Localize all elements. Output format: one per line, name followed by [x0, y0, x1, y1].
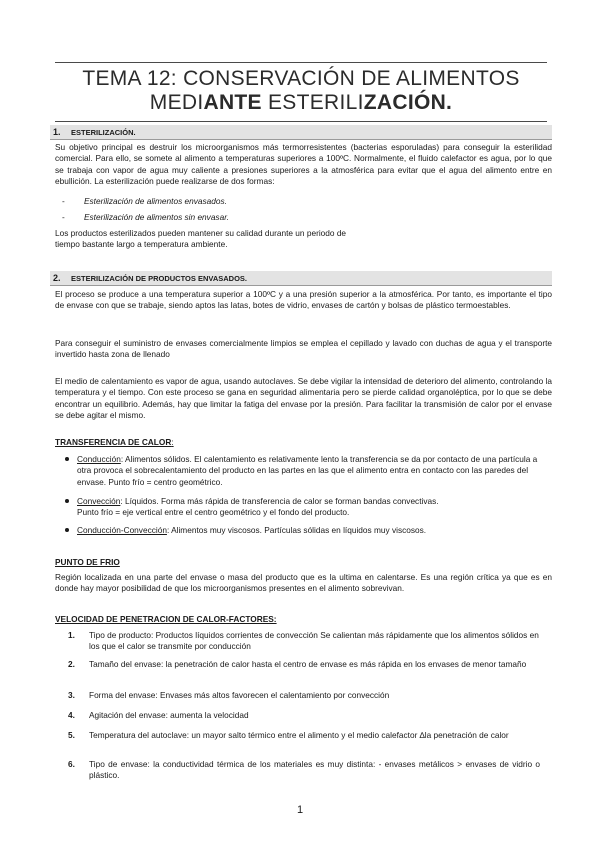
bullet-icon — [65, 528, 69, 532]
list-item: 5. Temperatura del autoclave: un mayor salto térmico entre el alimento y el medio calefactor ∆la penetración de calor — [68, 730, 509, 740]
paragraph-heating-medium: El medio de calentamiento es vapor de agua, usando autoclaves. Se debe vigilar la intensidad de deterioro del alimento, controlando la temperatura y el tiempo. Con este proceso se gana en seguridad alimentaria pero se pierde calidad organoléptica, por lo que se debe encontrar un equilibrio. Además, hay que limitar la fatiga del envase por la presión. Para facilitar la transmisión de calor por el envase se debe agitar el mismo. — [55, 376, 552, 421]
paragraph-sterilization-intro: Su objetivo principal es destruir los microorganismos más termorresistentes (bacterias esporuladas) para conseguir la esterilidad comercial. Para ello, se somete al alimento a temperaturas superiores a 100ºC. Normalmente, el fluido calefactor es agua, por lo que se trabaja con vapor de agua muy caliente a presiones superiores a la atmosférica para evitar que el agua del alimento entre en ebullición. La esterilización puede realizarse de dos formas: — [55, 142, 552, 187]
section-heading-1: 1. ESTERILIZACIÓN. — [50, 125, 552, 140]
heading-heat-transfer: TRANSFERENCIA DE CALOR: — [55, 437, 174, 447]
list-item: Convección: Líquidos. Forma más rápida de transferencia de calor se forman bandas convectivas. Punto frío = eje vertical entre el centro geométrico y el fondo del producto. — [77, 496, 539, 519]
section-heading-2: 2. ESTERILIZACIÓN DE PRODUCTOS ENVASADOS. — [50, 271, 552, 286]
list-item: 6. Tipo de envase: la conductividad térmica de los materiales es muy distinta: - envases metálicos > envases de vidrio o plástico. — [68, 759, 540, 781]
paragraph-process: El proceso se produce a una temperatura superior a 100ºC y a una presión superior a la atmosférica. Por tanto, es importante el tipo de envase con que se trabaje, siendo aptos las latas, botes de vidrio, envases de cartón y bolsas de plástico termoestables. — [55, 289, 552, 311]
list-item: Conducción: Alimentos sólidos. El calentamiento es relativamente lento la transferencia se da por contacto de una partícula a otra provoca el sobrecalentamiento del producto en las partes en las que el alimento entra en contacto con las paredes del envase. Punto frío = centro geométrico. — [77, 454, 539, 488]
heading-heat-penetration: VELOCIDAD DE PENETRACION DE CALOR-FACTORES: — [55, 614, 277, 624]
heading-cold-point: PUNTO DE FRIO — [55, 557, 120, 567]
list-item: 1. Tipo de producto: Productos líquidos corrientes de convección Se calientan más rápidamente que los alimentos sólidos en los que el calor se transmite por conducción — [68, 630, 539, 652]
list-item: 2. Tamaño del envase: la penetración de calor hasta el centro de envase es más rápida en los envases de menor tamaño — [68, 659, 527, 669]
title-line-2: MEDIANTE ESTERILIZACIÓN. — [149, 91, 453, 114]
page-number: 1 — [296, 804, 304, 816]
bullet-icon — [65, 499, 69, 503]
paragraph-cold-point: Región localizada en una parte del envase o masa del producto que es la ultima en calentarse. Es una región crítica ya que es en donde hay mayor posibilidad de que los microorganismos presentes en el alimento sobrevivan. — [55, 572, 552, 594]
list-item: Conducción-Convección: Alimentos muy viscosos. Partículas sólidas en líquidos muy viscosos. — [77, 525, 539, 536]
list-item: 4. Agitación del envase: aumenta la velocidad — [68, 710, 249, 720]
paragraph-shelf-life: Los productos esterilizados pueden mantener su calidad durante un periodo de tiempo bastante largo a temperatura ambiente. — [55, 228, 347, 250]
document-title — [55, 62, 547, 122]
list-item: - Esterilización de alimentos sin envasar. — [62, 212, 229, 222]
title-line-1: TEMA 12: CONSERVACIÓN DE ALIMENTOS — [82, 67, 520, 90]
paragraph-container-supply: Para conseguir el suministro de envases comercialmente limpios se emplea el cepillado y lavado con duchas de agua y el transporte invertido hasta zona de llenado — [55, 338, 552, 360]
list-item: - Esterilización de alimentos envasados. — [62, 196, 227, 206]
bullet-icon — [65, 457, 69, 461]
list-item: 3. Forma del envase: Envases más altos favorecen el calentamiento por convección — [68, 690, 390, 700]
